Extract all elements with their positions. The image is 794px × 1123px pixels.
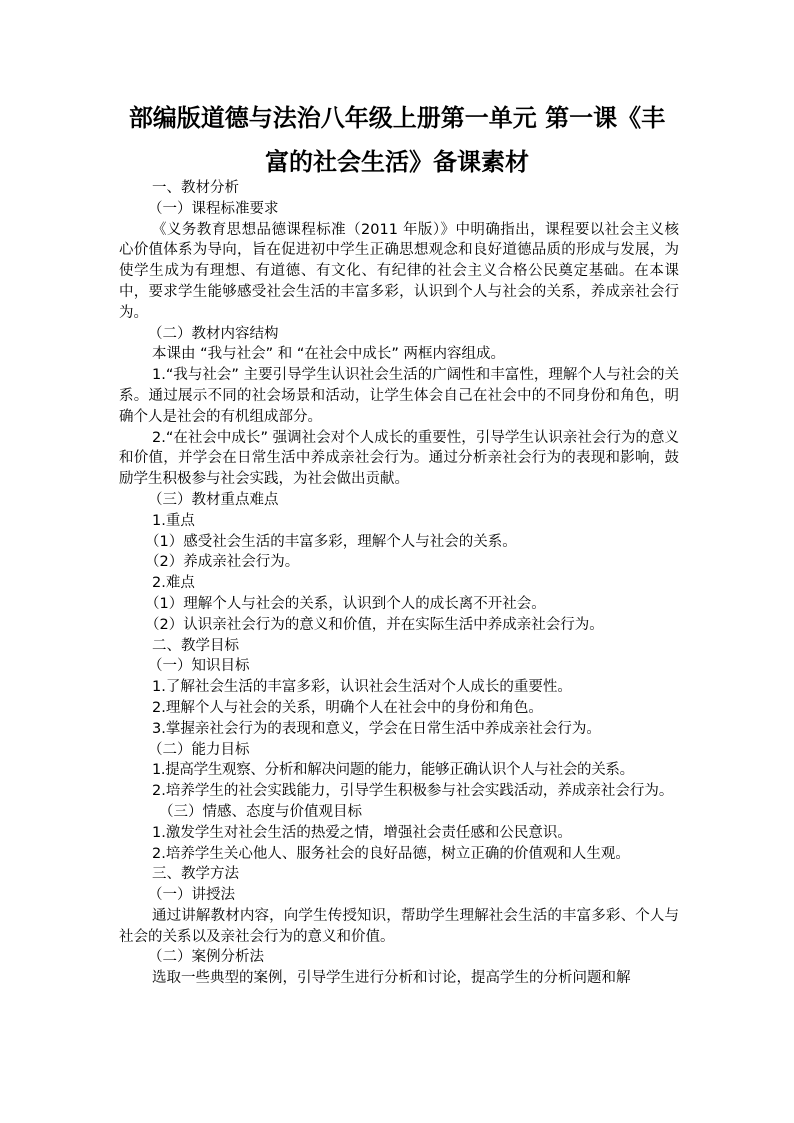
list-item: 2.理解个人与社会的关系，明确个人在社会中的身份和角色。 — [152, 699, 543, 716]
body-paragraph: 1.“我与社会” 主要引导学生认识社会生活的广阔性和丰富性，理解个人与社会的关系。通过展示不同的社会场景和活动，让学生体会自己在社会中的不同身份和角色，明确个人是社会的有机组成部分。 — [119, 367, 679, 425]
section-heading: 一、教材分析 — [152, 180, 239, 196]
list-item: 1.提高学生观察、分析和解决问题的能力，能够正确认识个人与社会的关系。 — [152, 762, 634, 779]
body-paragraph: 通过讲解教材内容，向学生传授知识，帮助学生理解社会生活的丰富多彩、个人与社会的关系以及亲社会行为的意义和价值。 — [119, 907, 679, 945]
section-heading: 三、教学方法 — [152, 866, 239, 883]
list-item: 3.掌握亲社会行为的表现和意义，学会在日常生活中养成亲社会行为。 — [152, 720, 601, 737]
subsection-heading: （三）教材重点难点 — [148, 491, 279, 508]
body-paragraph: 本课由 “我与社会” 和 “在社会中成长” 两框内容组成。 — [152, 346, 505, 363]
document-body — [119, 178, 679, 989]
body-paragraph: 选取一些典型的案例，引导学生进行分析和讨论，提高学生的分析问题和解 — [152, 970, 631, 987]
document-title-line-1: 部编版道德与法治八年级上册第一单元 第一课《丰 — [128, 104, 666, 132]
list-item: 1.激发学生对社会生活的热爱之情，增强社会责任感和公民意识。 — [152, 824, 572, 841]
body-paragraph: 《义务教育思想品德课程标准（2011 年版）》中明确指出，课程要以社会主义核心价值体系为导向，旨在促进初中学生正确思想观念和良好道德品质的形成与发展，为使学生成为有理想、有道德、有文化、有纪律的社会主义合格公民奠定基础。在本课中，要求学生能够感受社会生活的丰富多彩，认识到个人与社会的关系，养成亲社会行为。 — [119, 221, 679, 321]
list-item: （2）认识亲社会行为的意义和价值，并在实际生活中养成亲社会行为。 — [145, 616, 604, 633]
list-item: （1）理解个人与社会的关系，认识到个人的成长离不开社会。 — [145, 595, 546, 612]
document-title-line-2: 富的社会生活》备课素材 — [265, 148, 529, 176]
section-heading: 二、教学目标 — [152, 637, 239, 654]
list-item: 2.培养学生的社会实践能力，引导学生积极参与社会实践活动，养成亲社会行为。 — [152, 783, 674, 800]
list-item: 2.培养学生关心他人、服务社会的良好品德，树立正确的价值观和人生观。 — [152, 845, 630, 862]
subsection-heading: （一）知识目标 — [148, 658, 250, 675]
list-heading: 1.重点 — [152, 512, 195, 529]
subsection-heading: （二）教材内容结构 — [148, 325, 279, 342]
body-paragraph: 2.“在社会中成长” 强调社会对个人成长的重要性，引导学生认识亲社会行为的意义和价值，并学会在日常生活中养成亲社会行为。通过分析亲社会行为的表现和影响，鼓励学生积极参与社会实践，为社会做出贡献。 — [119, 429, 679, 488]
list-item: （1）感受社会生活的丰富多彩，理解个人与社会的关系。 — [145, 533, 517, 550]
list-item: （2）养成亲社会行为。 — [145, 554, 300, 571]
subsection-heading: （三）情感、态度与价值观目标 — [159, 803, 362, 820]
subsection-heading: （二）案例分析法 — [148, 949, 264, 966]
subsection-heading: （一）讲授法 — [148, 887, 235, 904]
subsection-heading: （一）课程标准要求 — [148, 200, 279, 217]
list-item: 1.了解社会生活的丰富多彩，认识社会生活对个人成长的重要性。 — [152, 679, 572, 696]
subsection-heading: （二）能力目标 — [148, 741, 250, 758]
list-heading: 2.难点 — [152, 575, 195, 592]
